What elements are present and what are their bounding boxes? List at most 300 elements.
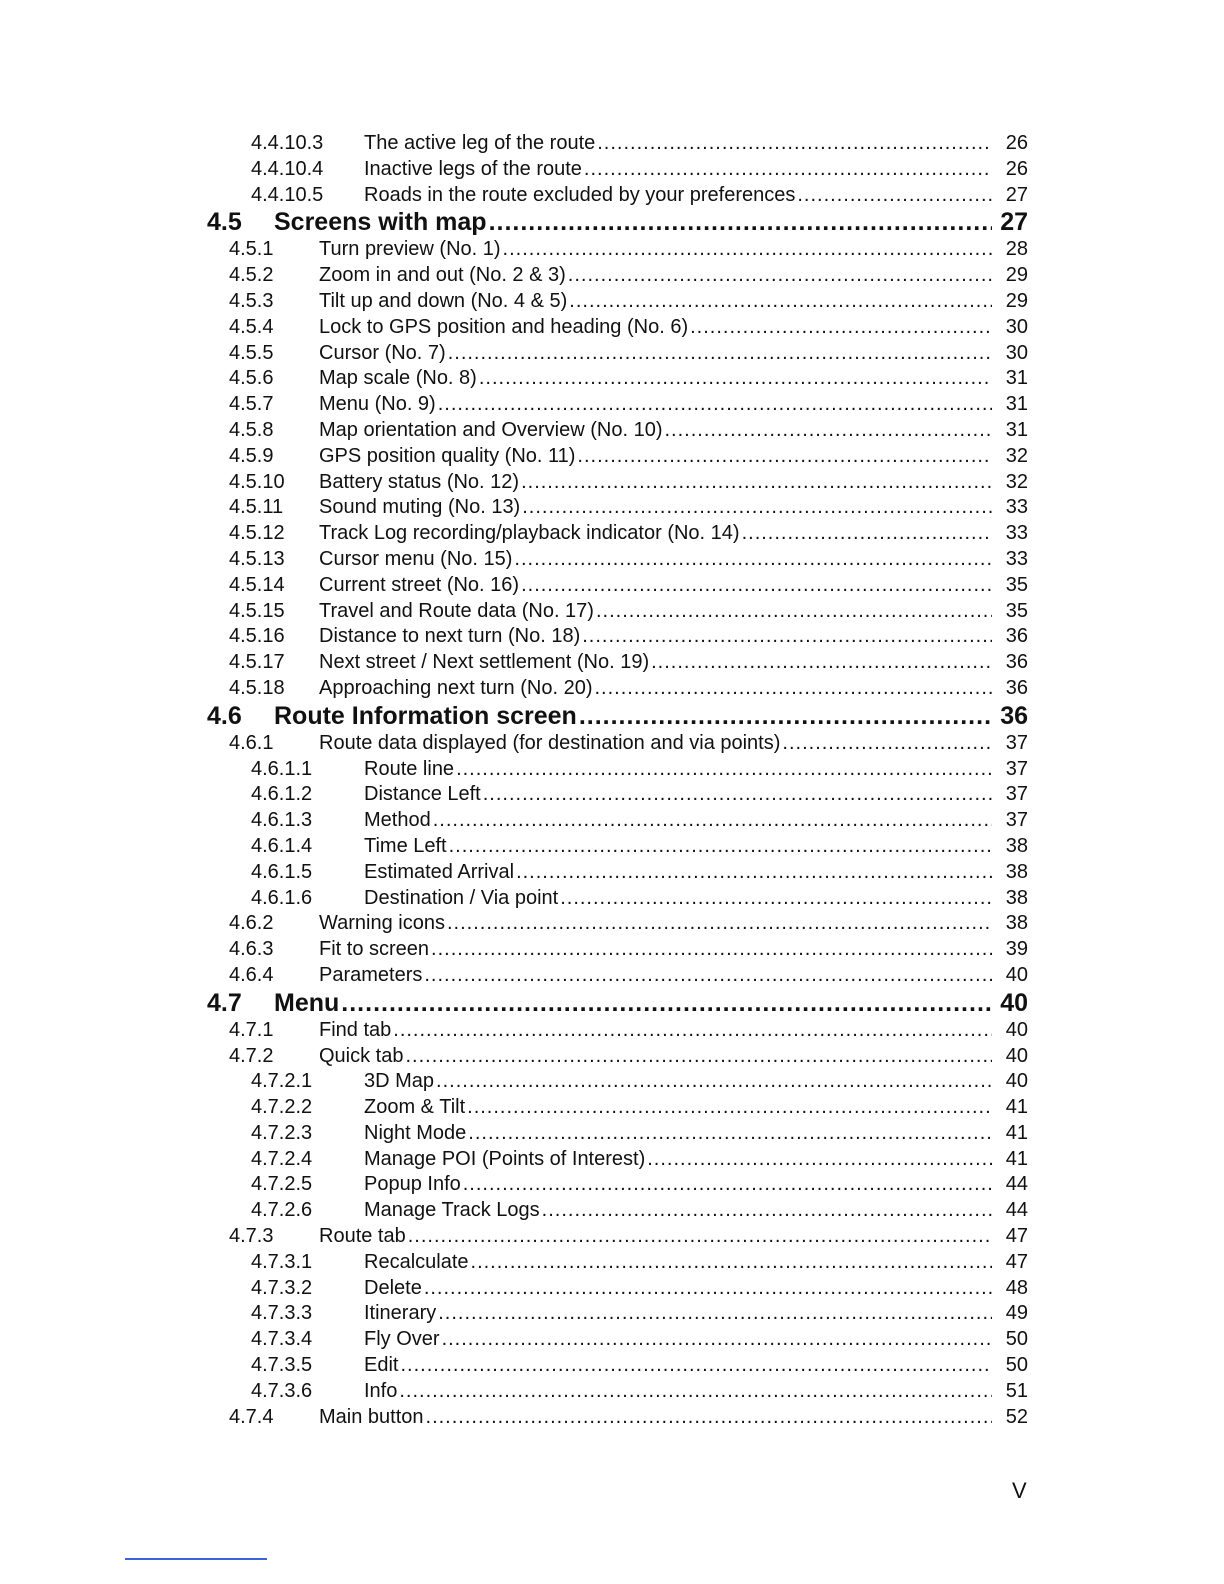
toc-entry-page: 30 (1005, 341, 1028, 364)
toc-dot-leader (463, 1172, 992, 1198)
toc-entry-title: Itinerary (364, 1302, 437, 1325)
toc-entry-page: 50 (1005, 1354, 1028, 1377)
toc-entry-title: GPS position quality (No. 11) (319, 444, 576, 467)
toc-entry-page: 30 (1005, 315, 1028, 338)
toc-dot-leader (521, 470, 992, 496)
toc-entry-title-wrap (364, 834, 994, 860)
toc-entry-number: 4.5.14 (229, 573, 285, 596)
toc-dot-leader (456, 757, 992, 783)
toc-entry-title-wrap (364, 1276, 994, 1302)
toc-dot-leader (651, 650, 992, 676)
toc-entry-title: Roads in the route excluded by your preferences (364, 183, 796, 206)
toc-entry-title: Screens with map (274, 208, 487, 237)
toc-entry-number: 4.5.7 (229, 393, 274, 416)
toc-entry-title: Popup Info (364, 1173, 461, 1196)
toc-dot-leader (569, 289, 992, 315)
toc-entry-number: 4.5.11 (229, 496, 284, 519)
toc-dot-leader (503, 237, 992, 263)
toc-entry[interactable] (0, 731, 1224, 757)
toc-dot-leader (471, 1250, 992, 1276)
toc-dot-leader (596, 599, 992, 625)
toc-entry-page: 38 (1005, 860, 1028, 883)
toc-dot-leader (431, 937, 992, 963)
toc-entry-page: 37 (1005, 783, 1028, 806)
toc-entry-page: 36 (1005, 625, 1028, 648)
toc-entry-title: 3D Map (364, 1070, 435, 1093)
toc-entry[interactable] (0, 1327, 1224, 1353)
toc-entry-title-wrap (319, 573, 994, 599)
toc-entry-title: Delete (364, 1276, 422, 1299)
toc-entry-number: 4.6.1.2 (251, 783, 313, 806)
toc-entry-title: Next street / Next settlement (No. 19) (319, 651, 650, 674)
toc-entry-page: 38 (1005, 912, 1028, 935)
toc-dot-leader (483, 782, 992, 808)
toc-entry-title-wrap (364, 1379, 994, 1405)
toc-entry-title: Battery status (No. 12) (319, 470, 520, 493)
toc-entry-title: Approaching next turn (No. 20) (319, 676, 593, 699)
toc-entry-page: 26 (1005, 132, 1028, 154)
toc-entry-title: Method (364, 809, 431, 832)
toc-entry[interactable] (0, 547, 1224, 573)
toc-entry-page: 33 (1005, 547, 1028, 570)
toc-entry-title-wrap (364, 1121, 994, 1147)
toc-entry-page: 29 (1005, 289, 1028, 312)
toc-dot-leader (584, 157, 992, 183)
toc-entry-title-wrap (319, 470, 994, 496)
toc-entry-page: 27 (1005, 183, 1028, 206)
toc-entry-title-wrap (364, 757, 994, 783)
toc-dot-leader (424, 963, 992, 989)
toc-entry-number: 4.7 (207, 988, 242, 1017)
toc-entry-title-wrap (319, 315, 994, 341)
toc-entry[interactable] (0, 676, 1224, 702)
toc-entry-title-wrap (319, 289, 994, 315)
toc-entry-page: 36 (1005, 676, 1028, 699)
toc-entry-title-wrap (364, 1095, 994, 1121)
toc-entry-number: 4.5.10 (229, 470, 285, 493)
toc-entry-title-wrap (364, 808, 994, 834)
toc-entry-page: 49 (1005, 1302, 1028, 1325)
toc-entry-page: 33 (1005, 522, 1028, 545)
toc-entry-title-wrap (364, 183, 994, 209)
toc-entry-title: Zoom in and out (No. 2 & 3) (319, 264, 566, 287)
toc-dot-leader (393, 1018, 992, 1044)
toc-entry-title: Fly Over (364, 1328, 440, 1351)
toc-entry-number: 4.4.10.5 (251, 183, 324, 206)
toc-entry-number: 4.7.2.1 (251, 1070, 313, 1093)
toc-dot-leader (433, 808, 992, 834)
toc-entry-page: 51 (1005, 1379, 1028, 1402)
toc-entry-number: 4.5.6 (229, 367, 274, 390)
toc-entry-page: 29 (1005, 264, 1028, 287)
toc-entry[interactable] (0, 886, 1224, 912)
toc-entry-number: 4.5 (207, 208, 242, 237)
table-of-contents (0, 131, 1224, 1430)
toc-entry-number: 4.7.2.2 (251, 1096, 313, 1119)
toc-entry-title: Sound muting (No. 13) (319, 496, 521, 519)
toc-entry-title: Distance to next turn (No. 18) (319, 625, 581, 648)
toc-entry-title-wrap (364, 1147, 994, 1173)
toc-entry-title-wrap (319, 521, 994, 547)
toc-dot-leader (797, 183, 992, 209)
toc-entry-page: 35 (1005, 599, 1028, 622)
toc-entry[interactable] (0, 1044, 1224, 1070)
toc-entry-page: 40 (1005, 1044, 1028, 1067)
toc-entry-number: 4.7.2.4 (251, 1147, 313, 1170)
toc-entry-title-wrap (319, 444, 994, 470)
toc-entry[interactable] (0, 263, 1224, 289)
toc-entry-number: 4.7.3.5 (251, 1354, 313, 1377)
toc-entry-title-wrap (364, 1198, 994, 1224)
toc-entry-title-wrap (319, 547, 994, 573)
toc-entry-number: 4.4.10.3 (251, 132, 324, 154)
toc-dot-leader (782, 731, 992, 757)
toc-entry-page: 36 (1005, 651, 1028, 674)
toc-entry-title-wrap (364, 886, 994, 912)
toc-entry-title-wrap (319, 731, 994, 757)
toc-entry-page: 33 (1005, 496, 1028, 519)
toc-entry[interactable] (0, 834, 1224, 860)
toc-entry[interactable] (0, 599, 1224, 625)
toc-entry[interactable] (0, 860, 1224, 886)
toc-dot-leader (467, 1095, 992, 1121)
toc-entry-number: 4.6.1.1 (251, 757, 313, 780)
toc-entry-page: 40 (1000, 988, 1028, 1017)
toc-entry[interactable] (0, 782, 1224, 808)
toc-dot-leader (341, 989, 992, 1018)
toc-entry-number: 4.7.3.2 (251, 1276, 313, 1299)
toc-entry-title-wrap (364, 1250, 994, 1276)
toc-entry[interactable] (0, 1095, 1224, 1121)
toc-entry-number: 4.5.3 (229, 289, 274, 312)
toc-entry-title-wrap (319, 963, 994, 989)
toc-dot-leader (742, 521, 992, 547)
toc-entry-page: 37 (1005, 809, 1028, 832)
toc-entry-title-wrap (364, 1301, 994, 1327)
toc-entry-number: 4.7.3.6 (251, 1379, 313, 1402)
toc-section-heading[interactable] (0, 702, 1224, 731)
toc-entry-title: Tilt up and down (No. 4 & 5) (319, 289, 568, 312)
toc-entry-page: 27 (1000, 208, 1028, 237)
toc-entry-number: 4.5.5 (229, 341, 274, 364)
toc-entry[interactable] (0, 418, 1224, 444)
toc-entry-page: 28 (1005, 238, 1028, 261)
toc-entry[interactable] (0, 757, 1224, 783)
toc-entry-page: 35 (1005, 573, 1028, 596)
toc-entry-number: 4.7.3.1 (251, 1250, 313, 1273)
toc-entry-title: Lock to GPS position and heading (No. 6) (319, 315, 689, 338)
toc-dot-leader (449, 834, 992, 860)
toc-entry-title: Cursor menu (No. 15) (319, 547, 513, 570)
toc-entry[interactable] (0, 315, 1224, 341)
toc-entry-page: 40 (1005, 1070, 1028, 1093)
toc-entry-title-wrap (319, 392, 994, 418)
toc-entry-title-wrap (319, 676, 994, 702)
toc-entry-title-wrap (319, 911, 994, 937)
toc-entry-number: 4.5.9 (229, 444, 274, 467)
toc-dot-leader (448, 341, 992, 367)
toc-dot-leader (542, 1198, 992, 1224)
toc-entry-title: Track Log recording/playback indicator (No. 14) (319, 522, 740, 545)
toc-entry-title: Find tab (319, 1018, 392, 1041)
toc-entry-page: 31 (1005, 367, 1028, 390)
toc-entry-page: 38 (1005, 886, 1028, 909)
toc-dot-leader (408, 1224, 992, 1250)
toc-entry-title: Manage Track Logs (364, 1199, 540, 1222)
toc-entry-number: 4.6.3 (229, 938, 274, 961)
toc-entry-title-wrap (319, 937, 994, 963)
toc-entry-title: Night Mode (364, 1121, 467, 1144)
toc-entry[interactable] (0, 183, 1224, 209)
toc-entry-title: Fit to screen (319, 938, 430, 961)
toc-entry[interactable] (0, 1172, 1224, 1198)
toc-entry[interactable] (0, 1198, 1224, 1224)
toc-dot-leader (438, 392, 992, 418)
toc-entry-number: 4.7.3.4 (251, 1328, 313, 1351)
toc-entry-number: 4.6.1.4 (251, 834, 313, 857)
toc-dot-leader (582, 624, 992, 650)
toc-entry-number: 4.6.2 (229, 912, 274, 935)
toc-dot-leader (436, 1069, 992, 1095)
toc-dot-leader (400, 1353, 992, 1379)
toc-section-heading[interactable] (0, 989, 1224, 1018)
toc-entry-title-wrap (364, 1172, 994, 1198)
toc-entry-page: 40 (1005, 1018, 1028, 1041)
toc-entry-number: 4.4.10.4 (251, 157, 324, 180)
toc-dot-leader (568, 263, 992, 289)
toc-entry-page: 37 (1005, 757, 1028, 780)
toc-entry[interactable] (0, 937, 1224, 963)
toc-entry-number: 4.5.16 (229, 625, 285, 648)
toc-entry-title-wrap (364, 782, 994, 808)
toc-dot-leader (665, 418, 993, 444)
toc-entry-title: Quick tab (319, 1044, 404, 1067)
toc-entry-title: The active leg of the route (364, 132, 596, 154)
toc-entry[interactable] (0, 237, 1224, 263)
toc-entry-title: Manage POI (Points of Interest) (364, 1147, 646, 1170)
toc-entry[interactable] (0, 573, 1224, 599)
toc-entry[interactable] (0, 1121, 1224, 1147)
toc-entry-title-wrap (364, 1353, 994, 1379)
toc-dot-leader (438, 1301, 992, 1327)
toc-dot-leader (690, 315, 992, 341)
toc-entry[interactable] (0, 1353, 1224, 1379)
toc-entry-title-wrap (319, 599, 994, 625)
toc-entry-page: 26 (1005, 157, 1028, 180)
toc-dot-leader (479, 366, 992, 392)
toc-entry-title-wrap (274, 989, 994, 1018)
toc-dot-leader (468, 1121, 992, 1147)
toc-entry-title-wrap (319, 341, 994, 367)
toc-entry-page: 41 (1005, 1096, 1028, 1119)
toc-entry-title-wrap (319, 1018, 994, 1044)
toc-entry-title: Turn preview (No. 1) (319, 238, 501, 261)
toc-entry-number: 4.5.8 (229, 418, 274, 441)
page-number: V (1012, 1478, 1027, 1503)
toc-entry-page: 36 (1000, 701, 1028, 730)
toc-entry-title: Time Left (364, 834, 447, 857)
toc-entry[interactable] (0, 157, 1224, 183)
toc-dot-leader (579, 702, 992, 731)
toc-entry-title: Destination / Via point (364, 886, 559, 909)
toc-dot-leader (516, 860, 992, 886)
toc-entry-page: 31 (1005, 418, 1028, 441)
toc-dot-leader (399, 1379, 992, 1405)
toc-entry-number: 4.5.1 (229, 238, 274, 261)
toc-entry-title-wrap (364, 1069, 994, 1095)
toc-entry-title: Cursor (No. 7) (319, 341, 446, 364)
toc-dot-leader (595, 676, 993, 702)
toc-entry-title-wrap (319, 495, 994, 521)
toc-entry-page: 44 (1005, 1199, 1028, 1222)
toc-entry-title: Route Information screen (274, 701, 577, 730)
toc-entry-title-wrap (319, 1044, 994, 1070)
toc-entry-page: 41 (1005, 1147, 1028, 1170)
toc-dot-leader (560, 886, 992, 912)
toc-entry-title-wrap (319, 263, 994, 289)
toc-entry-title: Inactive legs of the route (364, 157, 582, 180)
toc-entry-title-wrap (319, 366, 994, 392)
toc-entry[interactable] (0, 1276, 1224, 1302)
toc-entry[interactable] (0, 470, 1224, 496)
toc-entry[interactable] (0, 1224, 1224, 1250)
toc-entry-title-wrap (364, 860, 994, 886)
toc-entry-page: 40 (1005, 963, 1028, 986)
toc-dot-leader (442, 1327, 992, 1353)
toc-entry-page: 38 (1005, 834, 1028, 857)
toc-entry-title: Parameters (319, 963, 423, 986)
toc-entry-number: 4.5.17 (229, 651, 285, 674)
toc-entry-title-wrap (319, 237, 994, 263)
toc-entry-page: 47 (1005, 1250, 1028, 1273)
toc-entry-number: 4.7.4 (229, 1405, 274, 1428)
toc-entry-title: Travel and Route data (No. 17) (319, 599, 594, 622)
toc-entry-number: 4.6.1.3 (251, 809, 313, 832)
toc-entry-title-wrap (364, 157, 994, 183)
toc-entry-title: Current street (No. 16) (319, 573, 520, 596)
toc-entry-title: Edit (364, 1354, 399, 1377)
toc-section-heading[interactable] (0, 208, 1224, 237)
toc-entry[interactable] (0, 650, 1224, 676)
toc-entry-page: 32 (1005, 470, 1028, 493)
toc-dot-leader (597, 131, 992, 157)
toc-entry-number: 4.7.2.3 (251, 1121, 313, 1144)
toc-entry-title-wrap (274, 702, 994, 731)
toc-entry[interactable] (0, 444, 1224, 470)
toc-entry-title: Distance Left (364, 783, 481, 806)
toc-entry-title: Recalculate (364, 1250, 469, 1273)
toc-entry-page: 32 (1005, 444, 1028, 467)
toc-dot-leader (489, 208, 992, 237)
toc-dot-leader (424, 1276, 992, 1302)
toc-entry-title: Map scale (No. 8) (319, 367, 477, 390)
toc-dot-leader (405, 1044, 992, 1070)
toc-entry[interactable] (0, 1069, 1224, 1095)
toc-entry[interactable] (0, 1018, 1224, 1044)
toc-entry-title-wrap (319, 624, 994, 650)
toc-entry-title: Zoom & Tilt (364, 1096, 466, 1119)
toc-dot-leader (647, 1147, 992, 1173)
toc-entry-title-wrap (319, 418, 994, 444)
toc-entry-title: Estimated Arrival (364, 860, 515, 883)
toc-entry[interactable] (0, 1379, 1224, 1405)
toc-dot-leader (426, 1405, 992, 1431)
toc-entry-number: 4.7.1 (229, 1018, 274, 1041)
toc-entry-title-wrap (319, 1224, 994, 1250)
toc-entry-number: 4.5.2 (229, 264, 274, 287)
toc-entry-title: Map orientation and Overview (No. 10) (319, 418, 663, 441)
toc-entry[interactable] (0, 624, 1224, 650)
toc-entry[interactable] (0, 1250, 1224, 1276)
toc-entry-number: 4.5.12 (229, 522, 285, 545)
toc-entry[interactable] (0, 366, 1224, 392)
toc-entry-number: 4.7.3.3 (251, 1302, 313, 1325)
toc-entry[interactable] (0, 1147, 1224, 1173)
toc-entry[interactable] (0, 963, 1224, 989)
toc-entry-number: 4.6.4 (229, 963, 274, 986)
toc-entry-number: 4.5.13 (229, 547, 285, 570)
toc-entry-page: 41 (1005, 1121, 1028, 1144)
toc-entry-page: 50 (1005, 1328, 1028, 1351)
toc-entry[interactable] (0, 341, 1224, 367)
toc-entry-number: 4.6.1.6 (251, 886, 313, 909)
toc-entry-number: 4.7.2.6 (251, 1199, 313, 1222)
toc-entry-title: Route data displayed (for destination and via points) (319, 731, 781, 754)
toc-dot-leader (521, 573, 992, 599)
toc-entry-title: Main button (319, 1405, 424, 1428)
toc-entry-page: 44 (1005, 1173, 1028, 1196)
toc-entry-page: 48 (1005, 1276, 1028, 1299)
toc-entry-title: Warning icons (319, 912, 445, 935)
toc-entry-page: 39 (1005, 938, 1028, 961)
toc-entry-title: Menu (No. 9) (319, 393, 436, 416)
toc-entry-number: 4.7.2.5 (251, 1173, 313, 1196)
toc-entry-number: 4.7.2 (229, 1044, 274, 1067)
toc-entry-number: 4.5.18 (229, 676, 285, 699)
footer-divider (125, 1558, 267, 1560)
toc-entry[interactable] (0, 131, 1224, 157)
toc-entry-title-wrap (274, 208, 994, 237)
toc-entry-page: 31 (1005, 393, 1028, 416)
toc-entry-title: Info (364, 1379, 398, 1402)
toc-entry[interactable] (0, 495, 1224, 521)
toc-entry-title: Menu (274, 988, 340, 1017)
toc-entry-title-wrap (319, 650, 994, 676)
toc-dot-leader (522, 495, 992, 521)
toc-entry-number: 4.6 (207, 701, 242, 730)
toc-dot-leader (447, 911, 992, 937)
toc-entry-number: 4.5.15 (229, 599, 285, 622)
toc-dot-leader (577, 444, 992, 470)
toc-entry-number: 4.6.1.5 (251, 860, 313, 883)
toc-entry[interactable] (0, 521, 1224, 547)
toc-entry[interactable] (0, 911, 1224, 937)
toc-entry[interactable] (0, 1405, 1224, 1431)
toc-entry[interactable] (0, 392, 1224, 418)
toc-entry[interactable] (0, 1301, 1224, 1327)
toc-entry-title-wrap (364, 131, 994, 157)
toc-dot-leader (514, 547, 992, 573)
toc-entry-number: 4.7.3 (229, 1225, 274, 1248)
toc-entry-page: 52 (1005, 1405, 1028, 1428)
toc-entry[interactable] (0, 808, 1224, 834)
toc-entry-number: 4.5.4 (229, 315, 274, 338)
toc-entry-title-wrap (364, 1327, 994, 1353)
toc-entry-number: 4.6.1 (229, 731, 274, 754)
toc-entry-title-wrap (319, 1405, 994, 1431)
toc-entry[interactable] (0, 289, 1224, 315)
toc-entry-page: 47 (1005, 1225, 1028, 1248)
